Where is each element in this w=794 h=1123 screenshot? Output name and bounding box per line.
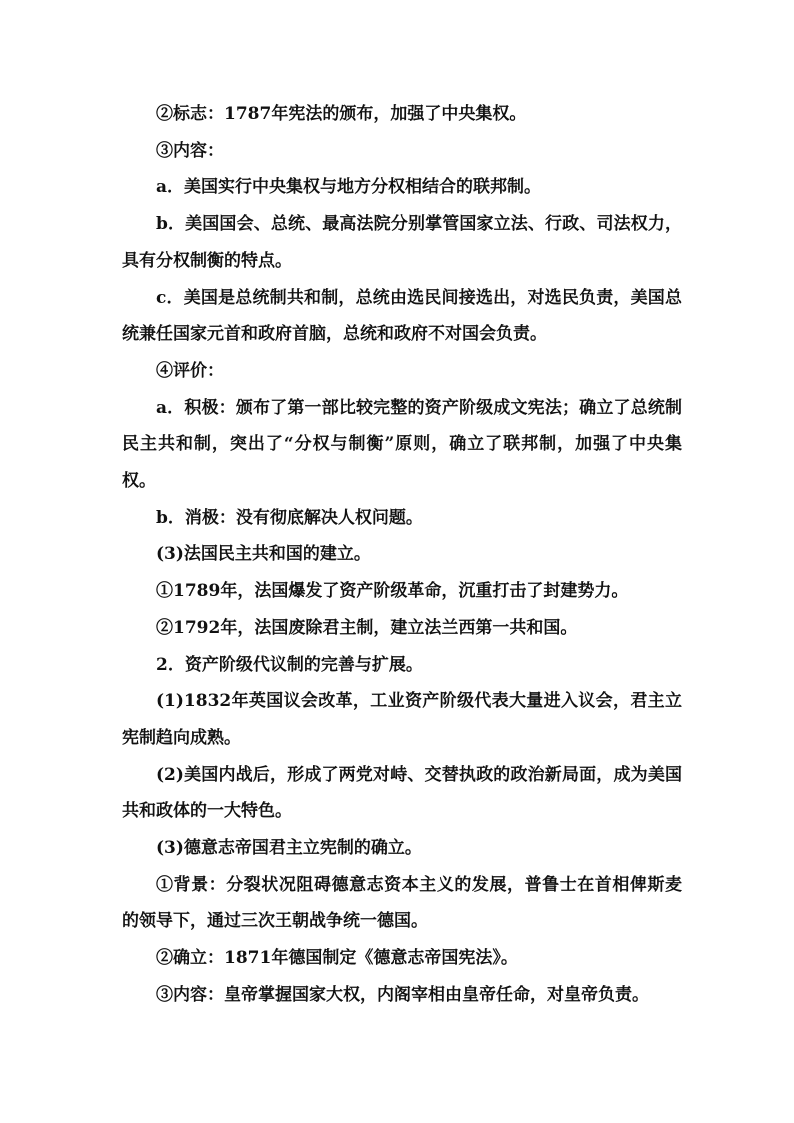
paragraph-german-constitution-1871: ②确立：1871年德国制定《德意志帝国宪法》。 (156, 948, 518, 969)
paragraph-negative-evaluation: b．消极：没有彻底解决人权问题。 (156, 507, 423, 528)
paragraph-german-monarchy-heading: (3)德意志帝国君主立宪制的确立。 (156, 838, 422, 859)
paragraph-evaluation-heading: ④评价： (156, 360, 224, 381)
paragraph-separation-of-powers: b．美国国会、总统、最高法院分别掌管国家立法、行政、司法权力，具有分权制衡的特点。 (122, 214, 682, 271)
paragraph-federal-system: a．美国实行中央集权与地方分权相结合的联邦制。 (156, 177, 542, 198)
paragraph-german-background: ①背景：分裂状况阻碍德意志资本主义的发展，普鲁士在首相俾斯麦的领导下，通过三次王朝战争统一德国。 (122, 874, 682, 932)
paragraph-positive-evaluation: a．积极：颁布了第一部比较完整的资产阶级成文宪法；确立了总统制民主共和制，突出了“分权与制衡”原则，确立了联邦制，加强了中央集权。 (122, 397, 682, 492)
paragraph-constitution-1787: ②标志：1787年宪法的颁布，加强了中央集权。 (156, 104, 527, 124)
paragraph-content-heading: ③内容： (156, 140, 224, 161)
paragraph-french-republic-heading: (3)法国民主共和国的建立。 (156, 544, 371, 565)
paragraph-american-two-party: (2)美国内战后，形成了两党对峙、交替执政的政治新局面，成为美国共和政体的一大特色。 (122, 764, 682, 822)
document-body (122, 96, 682, 1014)
paragraph-first-republic-1792: ②1792年，法国废除君主制，建立法兰西第一共和国。 (156, 617, 578, 638)
paragraph-section-2-heading: 2．资产阶级代议制的完善与扩展。 (156, 654, 423, 675)
paragraph-presidential-republic: c．美国是总统制共和制，总统由选民间接选出，对选民负责，美国总统兼任国家元首和政府首脑，总统和政府不对国会负责。 (122, 287, 682, 345)
paragraph-french-revolution-1789: ①1789年，法国爆发了资产阶级革命，沉重打击了封建势力。 (156, 581, 629, 602)
paragraph-german-content: ③内容：皇帝掌握国家大权，内阁宰相由皇帝任命，对皇帝负责。 (156, 984, 649, 1005)
paragraph-british-reform-1832: (1)1832年英国议会改革，工业资产阶级代表大量进入议会，君主立宪制趋向成熟。 (122, 691, 682, 748)
